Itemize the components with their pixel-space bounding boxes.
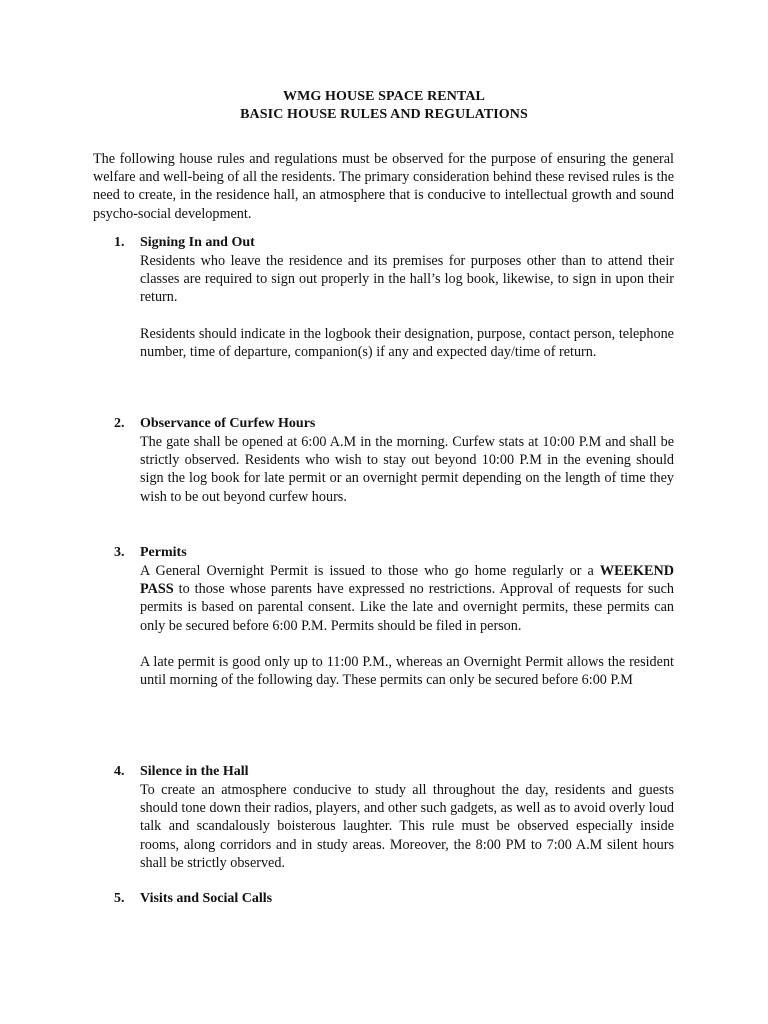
paragraph-text: A General Overnight Permit is issued to those who go home regularly or a xyxy=(140,563,600,579)
section-paragraph: Residents should indicate in the logbook their designation, purpose, contact person, telephone number, time of departure, companion(s) if any and expected day/time of return. xyxy=(140,325,674,360)
section-paragraph xyxy=(140,562,674,635)
document-subtitle: BASIC HOUSE RULES AND REGULATIONS xyxy=(240,107,528,122)
section-body xyxy=(114,562,674,689)
section-number: 4. xyxy=(114,764,125,779)
weekend-pass-emphasis: WEEKEND PASS xyxy=(140,563,674,598)
section-heading: Observance of Curfew Hours xyxy=(140,416,316,431)
section-number: 2. xyxy=(114,416,125,431)
section-heading: Silence in the Hall xyxy=(140,764,249,779)
section-heading: Visits and Social Calls xyxy=(140,891,273,906)
section-paragraph: Residents who leave the residence and its premises for purposes other than to attend their classes are required to sign out properly in the hall’s log book, likewise, to sign in upon their return. xyxy=(140,253,674,306)
section-heading: Permits xyxy=(140,545,187,560)
section-body xyxy=(114,433,674,506)
section-paragraph: A late permit is good only up to 11:00 P.M., whereas an Overnight Permit allows the resident until morning of the following day. These permits can only be secured before 6:00 P.M xyxy=(140,653,674,689)
section-heading: Signing In and Out xyxy=(140,235,255,250)
section-body xyxy=(114,252,674,361)
section-number: 3. xyxy=(114,545,125,560)
section-paragraph: The gate shall be opened at 6:00 A.M in the morning. Curfew stats at 10:00 P.M and shall be strictly observed. Residents who wish to stay out beyond 10:00 P.M in the evening should sign the log book for late permit or an overnight permit depending on the length of time they wish to be out beyond curfew hours. xyxy=(140,434,674,505)
paragraph-text: to those whose parents have expressed no restrictions. Approval of requests for such permits is based on parental consent. Like the late and overnight permits, these permits can only be secured before 6:00 P.M. Permits should be filed in person. xyxy=(140,581,674,634)
document-title: WMG HOUSE SPACE RENTAL xyxy=(283,89,485,104)
intro-paragraph: The following house rules and regulations must be observed for the purpose of ensuring the general welfare and well-being of all the residents. The primary consideration behind these revised rules is the need to create, in the residence hall, an atmosphere that is conducive to intellectual growth and sound psycho-social development. xyxy=(93,151,674,222)
section-paragraph: To create an atmosphere conducive to study all throughout the day, residents and guests should tone down their radios, players, and other such gadgets, as well as to avoid overly loud talk and scandalously boisterous laughter. This rule must be observed especially inside rooms, along corridors and in study areas. Moreover, the 8:00 PM to 7:00 A.M silent hours shall be strictly observed. xyxy=(140,782,674,871)
section-body xyxy=(114,781,674,872)
section-number: 1. xyxy=(114,235,125,250)
section-number: 5. xyxy=(114,891,125,906)
